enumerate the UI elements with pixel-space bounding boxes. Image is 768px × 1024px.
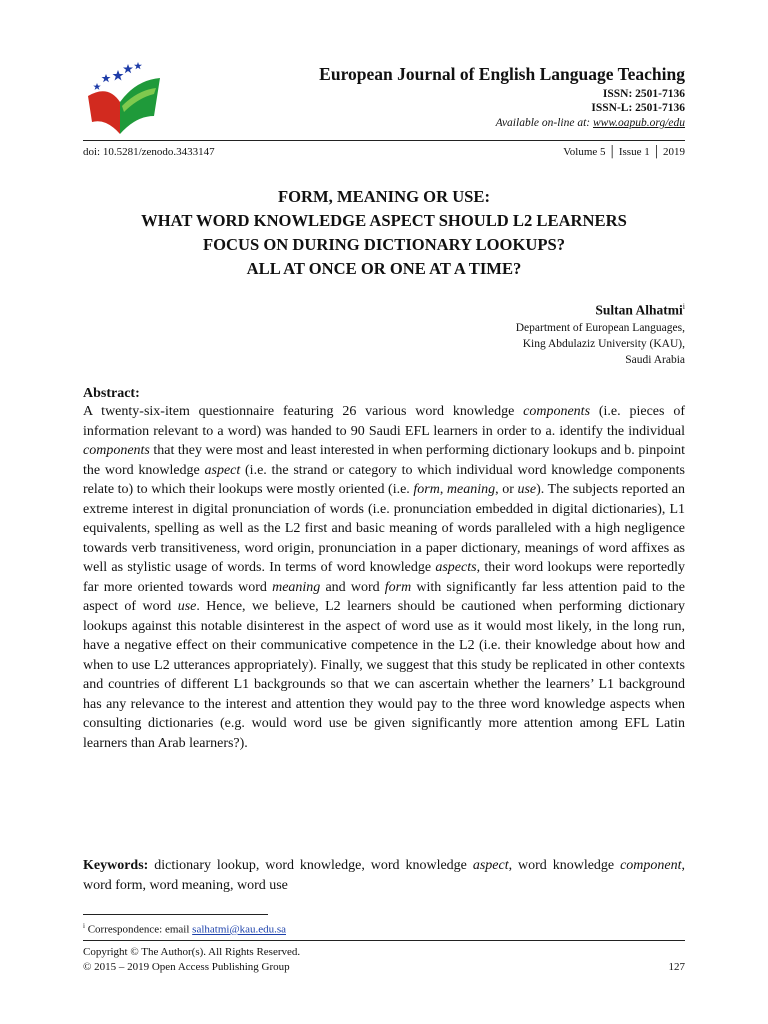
author-footnote-mark: i xyxy=(682,302,685,311)
footnote xyxy=(83,922,286,936)
text-segment: A twenty-six-item questionnaire featuring 26 various word knowledge xyxy=(83,404,524,419)
copyright-line: Copyright © The Author(s). All Rights Reserved. xyxy=(83,946,301,958)
text-segment: component xyxy=(620,858,682,873)
text-segment: meaning xyxy=(446,482,496,497)
title-line: FOCUS ON DURING DICTIONARY LOOKUPS? xyxy=(202,235,566,254)
availability-line xyxy=(496,117,685,129)
text-segment: and word xyxy=(320,579,385,595)
volume-info: Volume 5 │ Issue 1 │ 2019 xyxy=(563,146,685,158)
star-icon xyxy=(102,74,111,82)
affiliation-line: Department of European Languages, xyxy=(515,322,685,334)
text-segment: that they were most and least interested in when performing dictionary lookups and b. pinpoint the word knowledge xyxy=(83,443,685,478)
text-segment: use xyxy=(177,599,197,614)
page-number: 127 xyxy=(668,961,685,973)
footnote-mark: i xyxy=(83,922,85,930)
journal-title: European Journal of English Language Teaching xyxy=(319,64,685,84)
logo-stars xyxy=(93,62,142,90)
publisher-line: © 2015 – 2019 Open Access Publishing Group xyxy=(83,961,290,973)
star-icon xyxy=(113,70,124,81)
text-segment: ). The subjects reported an extreme interest in digital pronunciation of words (i.e. pronunciation embedded in digital dictionaries), L1 equivalents, spelling as well as the L2 first and basic meaning of words paralleled with a high negligence towards verb transitiveness, word origin, pronunciation in a paper dictionary, meanings of word affixes as well as stylistic usage of words. In terms of word knowledge xyxy=(83,482,686,575)
keywords xyxy=(83,856,685,895)
correspondence-email-link[interactable]: salhatmi@kau.edu.sa xyxy=(192,923,286,936)
abstract-body xyxy=(83,402,685,753)
text-segment: (i.e. pieces of information relevant to a word) was handed to 90 Saudi EFL learners in order to a. identify the individual xyxy=(83,404,685,439)
text-segment: form xyxy=(413,482,440,497)
doi: doi: 10.5281/zenodo.3433147 xyxy=(83,146,215,158)
text-segment: . Hence, we believe, L2 learners should be cautioned when performing dictionary lookups against this notable disinterest in the aspect of word use as it would most likely, in the long run, have a negative effect on their communicative competence in the L2 (i.e. their knowledge about how and when to use L2 utterances appropriately). Finally, we suggest that this study be replicated in other contexts and countries of different L1 backgrounds so that we can ascertain whether the learners’ L1 background has any relevance to the interest and attention they would pay to the three word knowledge aspects when consulting dictionaries (e.g. would word use be given significantly more attention among EFL Latin learners than Arab learners?). xyxy=(83,599,685,751)
title-line: ALL AT ONCE OR ONE AT A TIME? xyxy=(246,259,522,278)
text-segment: aspects xyxy=(435,560,477,575)
text-segment: components xyxy=(523,404,591,419)
text-segment: aspect xyxy=(204,462,241,478)
footnote-text: Correspondence: email xyxy=(84,923,193,936)
affiliation-line: King Abdulaziz University (KAU), xyxy=(522,338,685,350)
text-segment: , or xyxy=(495,482,518,497)
author-name xyxy=(595,302,685,319)
text-segment: , xyxy=(439,482,447,497)
star-icon xyxy=(123,64,133,73)
footnote-divider xyxy=(83,914,268,915)
abstract-label: Abstract: xyxy=(83,386,140,401)
text-segment: , word form, word meaning, word use xyxy=(83,858,685,893)
text-segment: , word knowledge xyxy=(508,858,621,873)
issn: ISSN: 2501-7136 xyxy=(602,88,685,100)
journal-logo xyxy=(78,56,162,140)
text-segment: components xyxy=(83,443,150,458)
author-name-text: Sultan Alhatmi xyxy=(595,302,683,318)
text-segment: dictionary lookup, word knowledge, word knowledge xyxy=(148,858,473,873)
text-segment: meaning xyxy=(272,579,321,595)
logo-red-page xyxy=(88,91,120,134)
availability-prefix: Available on-line at: xyxy=(495,117,593,129)
journal-url-link[interactable]: www.oapub.org/edu xyxy=(592,117,685,129)
title-line: WHAT WORD KNOWLEDGE ASPECT SHOULD L2 LEARNERS xyxy=(141,211,627,230)
header-divider xyxy=(83,140,685,141)
keywords-text xyxy=(83,858,685,893)
star-icon xyxy=(134,62,142,69)
text-segment: with significantly far less attention paid to the aspect of word xyxy=(83,579,685,614)
article-title xyxy=(83,185,685,281)
keywords-label: Keywords: xyxy=(83,858,149,873)
text-segment: (i.e. the strand or category to which individual word knowledge components relate to) to which their lookups were mostly oriented (i.e. xyxy=(83,462,686,497)
text-segment: aspect xyxy=(472,858,509,873)
title-line: FORM, MEANING OR USE: xyxy=(277,187,491,206)
star-icon xyxy=(93,83,101,90)
text-segment: use xyxy=(517,482,537,497)
text-segment: form xyxy=(384,579,412,595)
text-segment: , their word lookups were reportedly far more oriented towards word xyxy=(83,560,686,595)
footer-divider xyxy=(83,940,685,941)
issn-l: ISSN-L: 2501-7136 xyxy=(591,102,685,114)
affiliation-line: Saudi Arabia xyxy=(625,354,685,366)
